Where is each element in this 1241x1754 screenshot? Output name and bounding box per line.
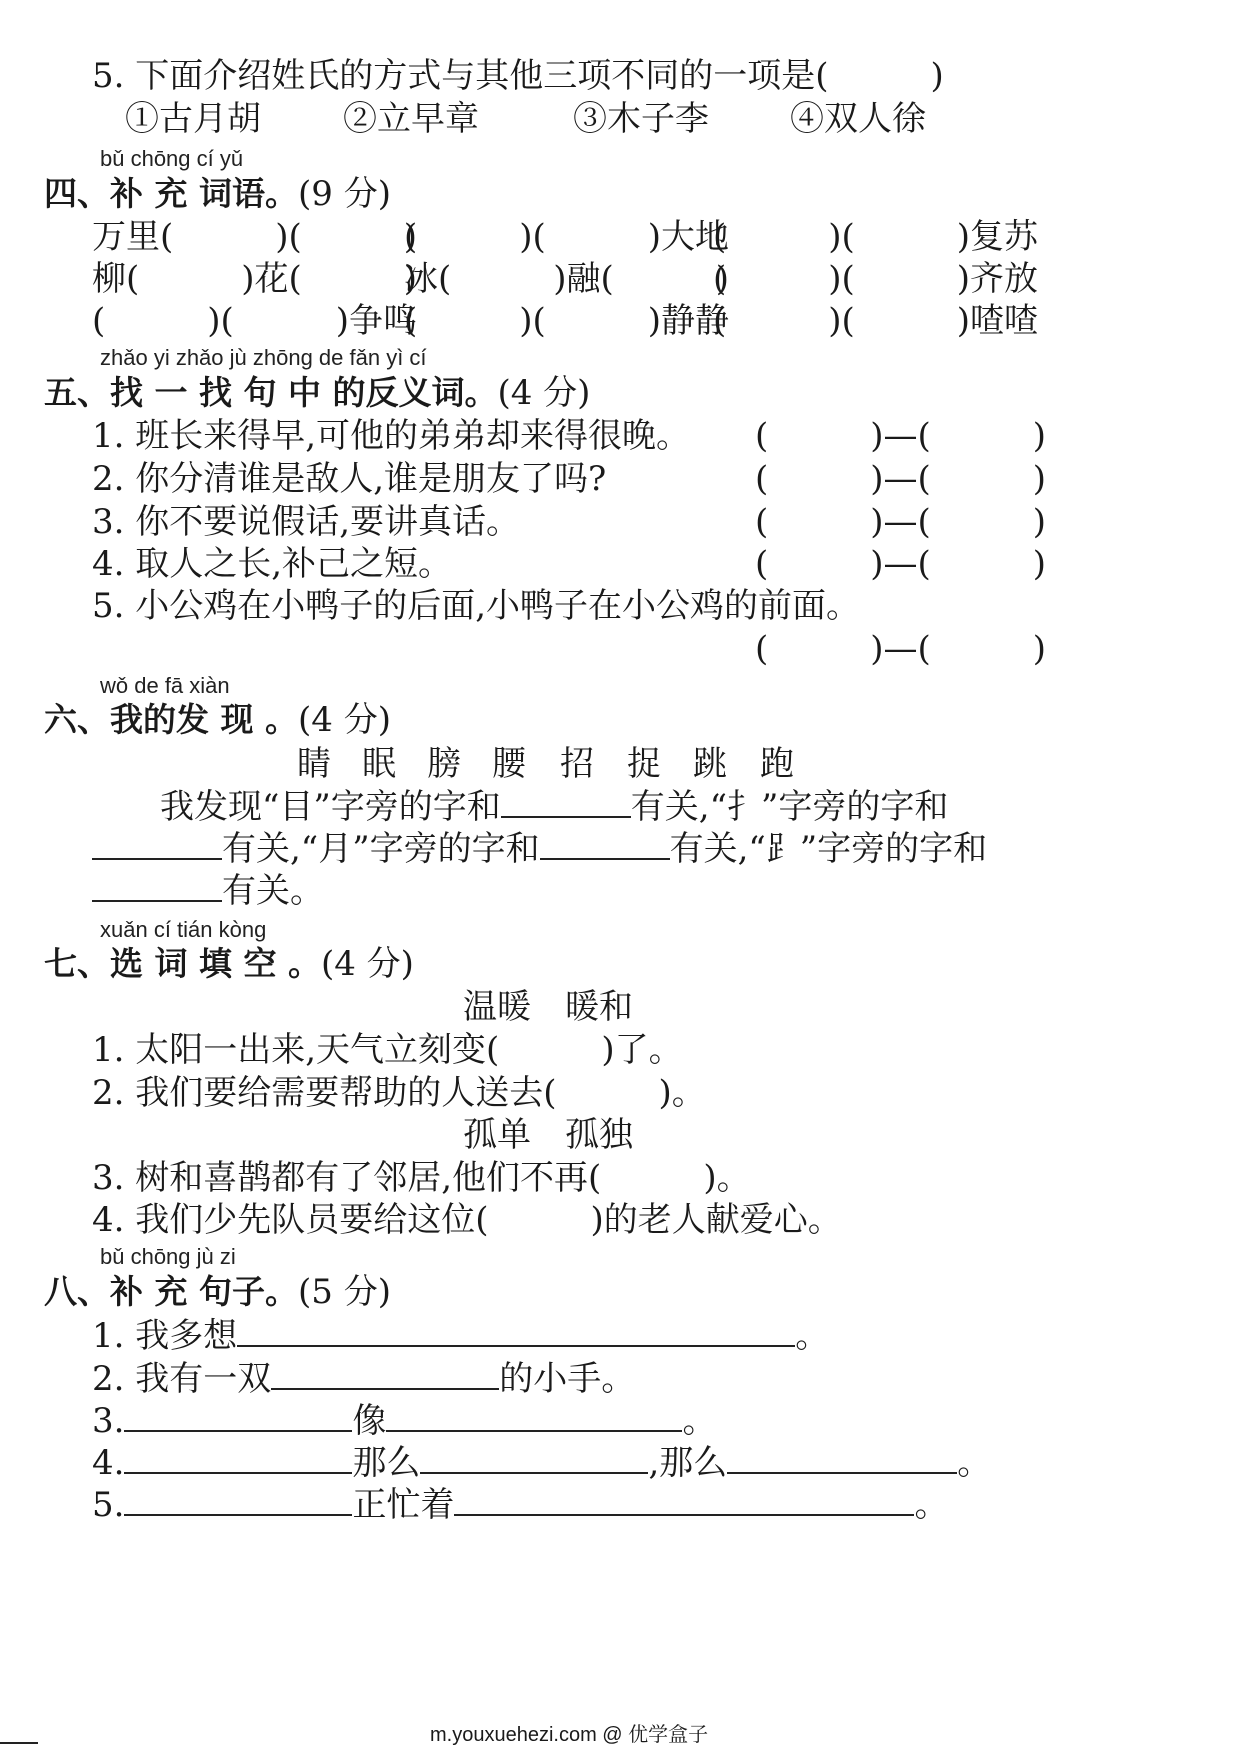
blank-line[interactable]	[454, 1484, 914, 1516]
sec6-pinyin: wǒ de fā xiàn	[100, 673, 230, 698]
sec8-end: 。	[795, 1316, 830, 1356]
sec5-item: 4. 取人之长,补己之短。	[92, 544, 453, 584]
q5-stem: 5. 下面介绍姓氏的方式与其他三项不同的一项是( )	[92, 56, 944, 96]
sec4-score: (9 分)	[297, 174, 391, 214]
sec8-end: 。	[957, 1443, 992, 1483]
blank-line[interactable]	[386, 1400, 682, 1432]
sec7-item: 2. 我们要给需要帮助的人送去( )。	[92, 1073, 706, 1113]
sec5-title	[44, 373, 590, 413]
sec6-char: 腰	[492, 744, 526, 784]
q5-option-2: ②立早章	[343, 99, 479, 139]
footer-watermark: m.youxuehezi.com @ 优学盒子	[430, 1724, 709, 1746]
sec8-text: ,那么	[648, 1443, 728, 1483]
sec7-score: (4 分)	[320, 944, 414, 984]
blank-line[interactable]	[727, 1442, 957, 1474]
sec6-text-part: 有关,“扌”字旁的字和	[630, 787, 949, 827]
sec4-cell: ( )( )争鸣	[92, 301, 418, 341]
sec6-char: 眠	[362, 744, 396, 784]
sec5-answer: ( )—( )	[755, 459, 1047, 499]
sec5-item: 5. 小公鸡在小鸭子的后面,小鸭子在小公鸡的前面。	[92, 586, 861, 626]
sec6-text-part: 有关,“⻊”字旁的字和	[669, 829, 988, 869]
sec4-cell: ( )( )复苏	[713, 217, 1039, 257]
blank-line[interactable]	[420, 1442, 648, 1474]
sec6-text	[92, 870, 324, 911]
sec6-char: 跳	[693, 744, 727, 784]
sec7-word-choices: 孤单 孤独	[463, 1115, 633, 1155]
sec8-text: 正忙着	[352, 1485, 455, 1525]
sec4-title	[44, 174, 391, 214]
sec4-cell: ( )( )喳喳	[713, 301, 1039, 341]
blank-line[interactable]	[124, 1442, 352, 1474]
q5-option-4: ④双人徐	[790, 99, 926, 139]
sec6-text	[92, 828, 987, 869]
sec5-item: 1. 班长来得早,可他的弟弟却来得很晚。	[92, 416, 691, 456]
sec6-char: 招	[560, 744, 594, 784]
sec7-title	[44, 944, 414, 984]
sec4-title-text: 四、补 充 词语。	[44, 174, 298, 213]
sec8-text: 1. 我多想	[92, 1316, 238, 1356]
sec8-line	[92, 1484, 948, 1525]
sec6-title	[44, 700, 391, 740]
sec7-title-text: 七、选 词 填 空 。	[44, 944, 321, 983]
blank-line[interactable]	[124, 1400, 352, 1432]
blank-line[interactable]	[271, 1358, 499, 1390]
blank-line[interactable]	[540, 828, 670, 860]
sec5-answer: ( )—( )	[755, 544, 1047, 584]
blank-line[interactable]	[92, 870, 222, 902]
sec8-text: 3.	[92, 1401, 125, 1441]
sec8-text: 那么	[352, 1443, 421, 1483]
sec5-answer: ( )—( )	[755, 502, 1047, 542]
blank-line[interactable]	[237, 1315, 795, 1347]
sec4-pinyin: bǔ chōng cí yǔ	[100, 146, 244, 171]
sec4-cell: 万里( )( )	[92, 217, 418, 257]
sec7-item: 3. 树和喜鹊都有了邻居,他们不再( )。	[92, 1158, 751, 1198]
sec5-pinyin: zhǎo yi zhǎo jù zhōng de fǎn yì cí	[100, 345, 427, 370]
footer-corner-rule	[0, 1742, 38, 1744]
sec7-word-choices: 温暖 暖和	[463, 987, 633, 1027]
sec8-text: 5.	[92, 1485, 125, 1525]
sec6-text-part: 有关,“月”字旁的字和	[222, 829, 540, 869]
q5-option-3: ③木子李	[573, 99, 709, 139]
blank-line[interactable]	[92, 828, 222, 860]
sec8-line	[92, 1400, 716, 1441]
sec6-text	[160, 786, 948, 827]
blank-line[interactable]	[501, 786, 631, 818]
sec6-text-part: 我发现“目”字旁的字和	[160, 787, 501, 827]
sec8-text: 2. 我有一双	[92, 1359, 272, 1399]
sec4-cell: 冰( )融( )	[404, 259, 730, 299]
sec5-score: (4 分)	[497, 373, 591, 413]
sec4-cell: ( )( )静静	[404, 301, 730, 341]
sec6-char: 跑	[760, 744, 794, 784]
sec8-text: 4.	[92, 1443, 125, 1483]
sec4-cell: ( )( )大地	[404, 217, 730, 257]
sec4-cell: ( )( )齐放	[713, 259, 1039, 299]
sec7-item: 4. 我们少先队员要给这位( )的老人献爱心。	[92, 1200, 842, 1240]
q5-option-1: ①古月胡	[125, 99, 261, 139]
sec4-cell: 柳( )花( )	[92, 259, 418, 299]
sec6-text-part: 有关。	[222, 871, 324, 911]
sec8-text: 的小手。	[499, 1359, 636, 1399]
sec8-title-text: 八、补 充 句子。	[44, 1272, 298, 1311]
sec8-line	[92, 1442, 991, 1483]
sec6-score: (4 分)	[297, 700, 391, 740]
sec5-answer: ( )—( )	[755, 416, 1047, 456]
sec6-title-text: 六、我的发 现 。	[44, 700, 298, 739]
sec5-item: 3. 你不要说假话,要讲真话。	[92, 502, 521, 542]
sec8-text: 像	[352, 1401, 387, 1441]
sec8-line	[92, 1358, 635, 1399]
sec5-title-text: 五、找 一 找 句 中 的反义词。	[44, 373, 498, 412]
sec8-end: 。	[914, 1485, 949, 1525]
sec7-item: 1. 太阳一出来,天气立刻变( )了。	[92, 1030, 683, 1070]
sec8-end: 。	[682, 1401, 717, 1441]
sec8-score: (5 分)	[297, 1272, 391, 1312]
sec5-answer: ( )—( )	[755, 629, 1047, 669]
sec8-title	[44, 1272, 391, 1312]
sec7-pinyin: xuǎn cí tián kòng	[100, 917, 267, 942]
sec6-char: 睛	[297, 744, 331, 784]
sec5-item: 2. 你分清谁是敌人,谁是朋友了吗?	[92, 459, 607, 499]
sec6-char: 膀	[427, 744, 461, 784]
blank-line[interactable]	[124, 1484, 352, 1516]
sec8-pinyin: bǔ chōng jù zi	[100, 1244, 236, 1269]
sec6-char: 捉	[627, 744, 661, 784]
sec8-line	[92, 1315, 829, 1356]
